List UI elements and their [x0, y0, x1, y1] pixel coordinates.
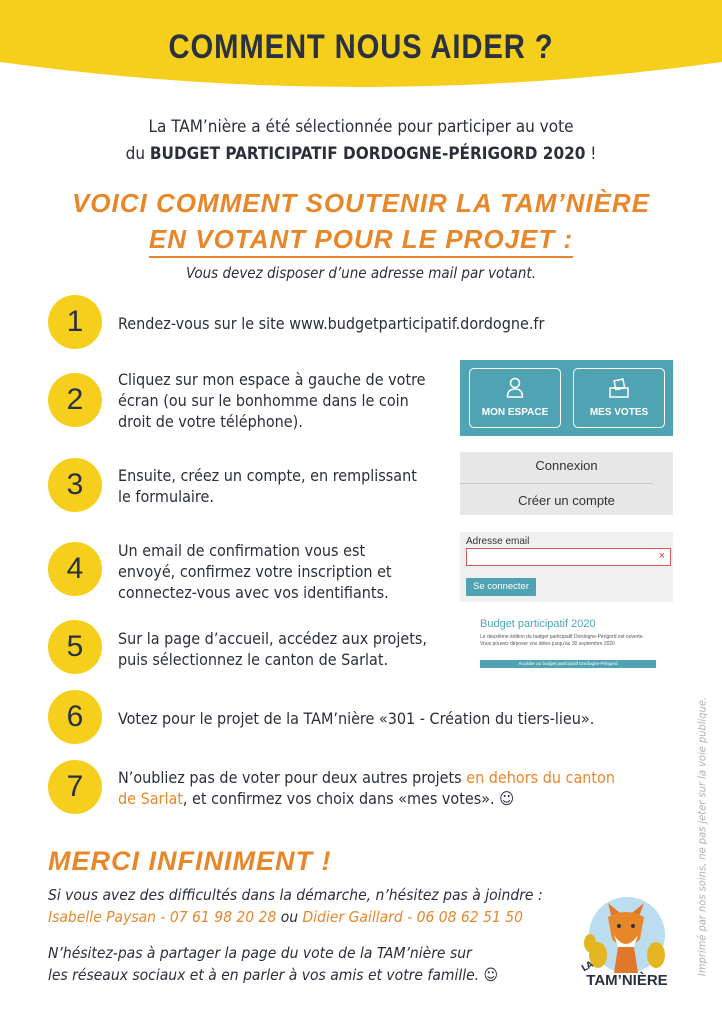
connexion-screenshot	[460, 452, 673, 515]
intro-line-2: du BUDGET PARTICIPATIF DORDOGNE-PÉRIGORD 2020 !	[125, 144, 597, 164]
step-2-text: Cliquez sur mon espace à gauche de votre écran (ou sur le bonhomme dans le coin droit de votre téléphone).	[118, 370, 426, 431]
footer-share: N’hésitez-pas à partager la page du vote de la TAM’nière sur les réseaux sociaux et à en parler à vos amis et votre famille. ☺	[48, 944, 499, 984]
fox-logo-icon	[578, 895, 676, 975]
mon-espace-button: MON ESPACE	[469, 368, 561, 428]
logo-la: LA	[580, 959, 596, 975]
budget-page-screenshot	[480, 618, 660, 678]
step-4-number: 4	[48, 542, 102, 596]
step-6-number: 6	[48, 690, 102, 744]
mes-votes-button: MES VOTES	[573, 368, 665, 428]
contact-didier: Didier Gaillard - 06 08 62 51 50	[302, 908, 524, 926]
email-field	[466, 548, 671, 566]
logo-name: TAM’NIÈRE	[586, 972, 668, 989]
budget-name: BUDGET PARTICIPATIF DORDOGNE-PÉRIGORD 2020	[149, 144, 586, 164]
email-label: Adresse email	[466, 536, 530, 547]
heading-line-2: EN VOTANT POUR LE PROJET :	[40, 224, 682, 255]
divider	[460, 483, 653, 484]
footer-contacts: Si vous avez des difficultés dans la démarche, n’hésitez pas à joindre : Isabelle Paysan - 07 61 98 20 28 ou Didier Gaillard - 06 08 62 51 50	[48, 886, 543, 926]
user-icon	[506, 377, 524, 399]
contact-isabelle: Isabelle Paysan - 07 61 98 20 28	[48, 908, 277, 926]
step-3-text: Ensuite, créez un compte, en remplissant le formulaire.	[118, 466, 417, 506]
budget-access-bar: Accéder au budget participatif Dordogne-Périgord	[480, 660, 656, 668]
merci-heading: MERCI INFINIMENT !	[48, 846, 332, 876]
step-6-text: Votez pour le projet de la TAM’nière «301 - Création du tiers-lieu».	[118, 709, 595, 728]
step-5-text: Sur la page d’accueil, accédez aux projets, puis sélectionnez le canton de Sarlat.	[118, 629, 427, 669]
step-5-number: 5	[48, 620, 102, 674]
intro-text	[60, 114, 662, 168]
step-7-text: N’oubliez pas de voter pour deux autres projets en dehors du canton de Sarlat, et confirmez vos choix dans «mes votes». ☺	[118, 768, 615, 808]
clear-icon: ×	[658, 550, 665, 562]
ballot-box-icon	[608, 377, 630, 399]
step-7-number: 7	[48, 760, 102, 814]
login-screenshot	[460, 532, 673, 602]
step-1-number: 1	[48, 295, 102, 349]
subtitle: Vous devez disposer d’une adresse mail par votant.	[185, 264, 537, 282]
connexion-label: Connexion	[535, 458, 598, 473]
step-3-number: 3	[48, 458, 102, 512]
creer-compte-label: Créer un compte	[518, 493, 615, 508]
heading-line-1: VOICI COMMENT SOUTENIR LA TAM’NIÈRE	[71, 188, 651, 218]
side-note: Imprimé par nos soins, ne pas jeter sur la voie publique.	[695, 696, 709, 977]
step-1-text: Rendez-vous sur le site www.budgetparticipatif.dordogne.fr	[118, 314, 545, 333]
intro-line-1: La TAM’nière a été sélectionnée pour participer au vote	[148, 117, 574, 137]
se-connecter-button: Se connecter	[466, 578, 536, 596]
page-title: COMMENT NOUS AIDER ?	[168, 28, 554, 66]
mon-espace-screenshot	[460, 360, 673, 436]
budget-title: Budget participatif 2020	[480, 618, 596, 630]
step-2-number: 2	[48, 373, 102, 427]
step-4-text: Un email de confirmation vous est envoyé, confirmez votre inscription et connectez-vous avec vos identifiants.	[118, 541, 392, 602]
budget-description: Le deuxième édition du budget participatif Dordogne-Périgord est ouverte. Vous pouvez déposer vos idées jusqu'au 30 septembre 2020	[480, 634, 644, 647]
